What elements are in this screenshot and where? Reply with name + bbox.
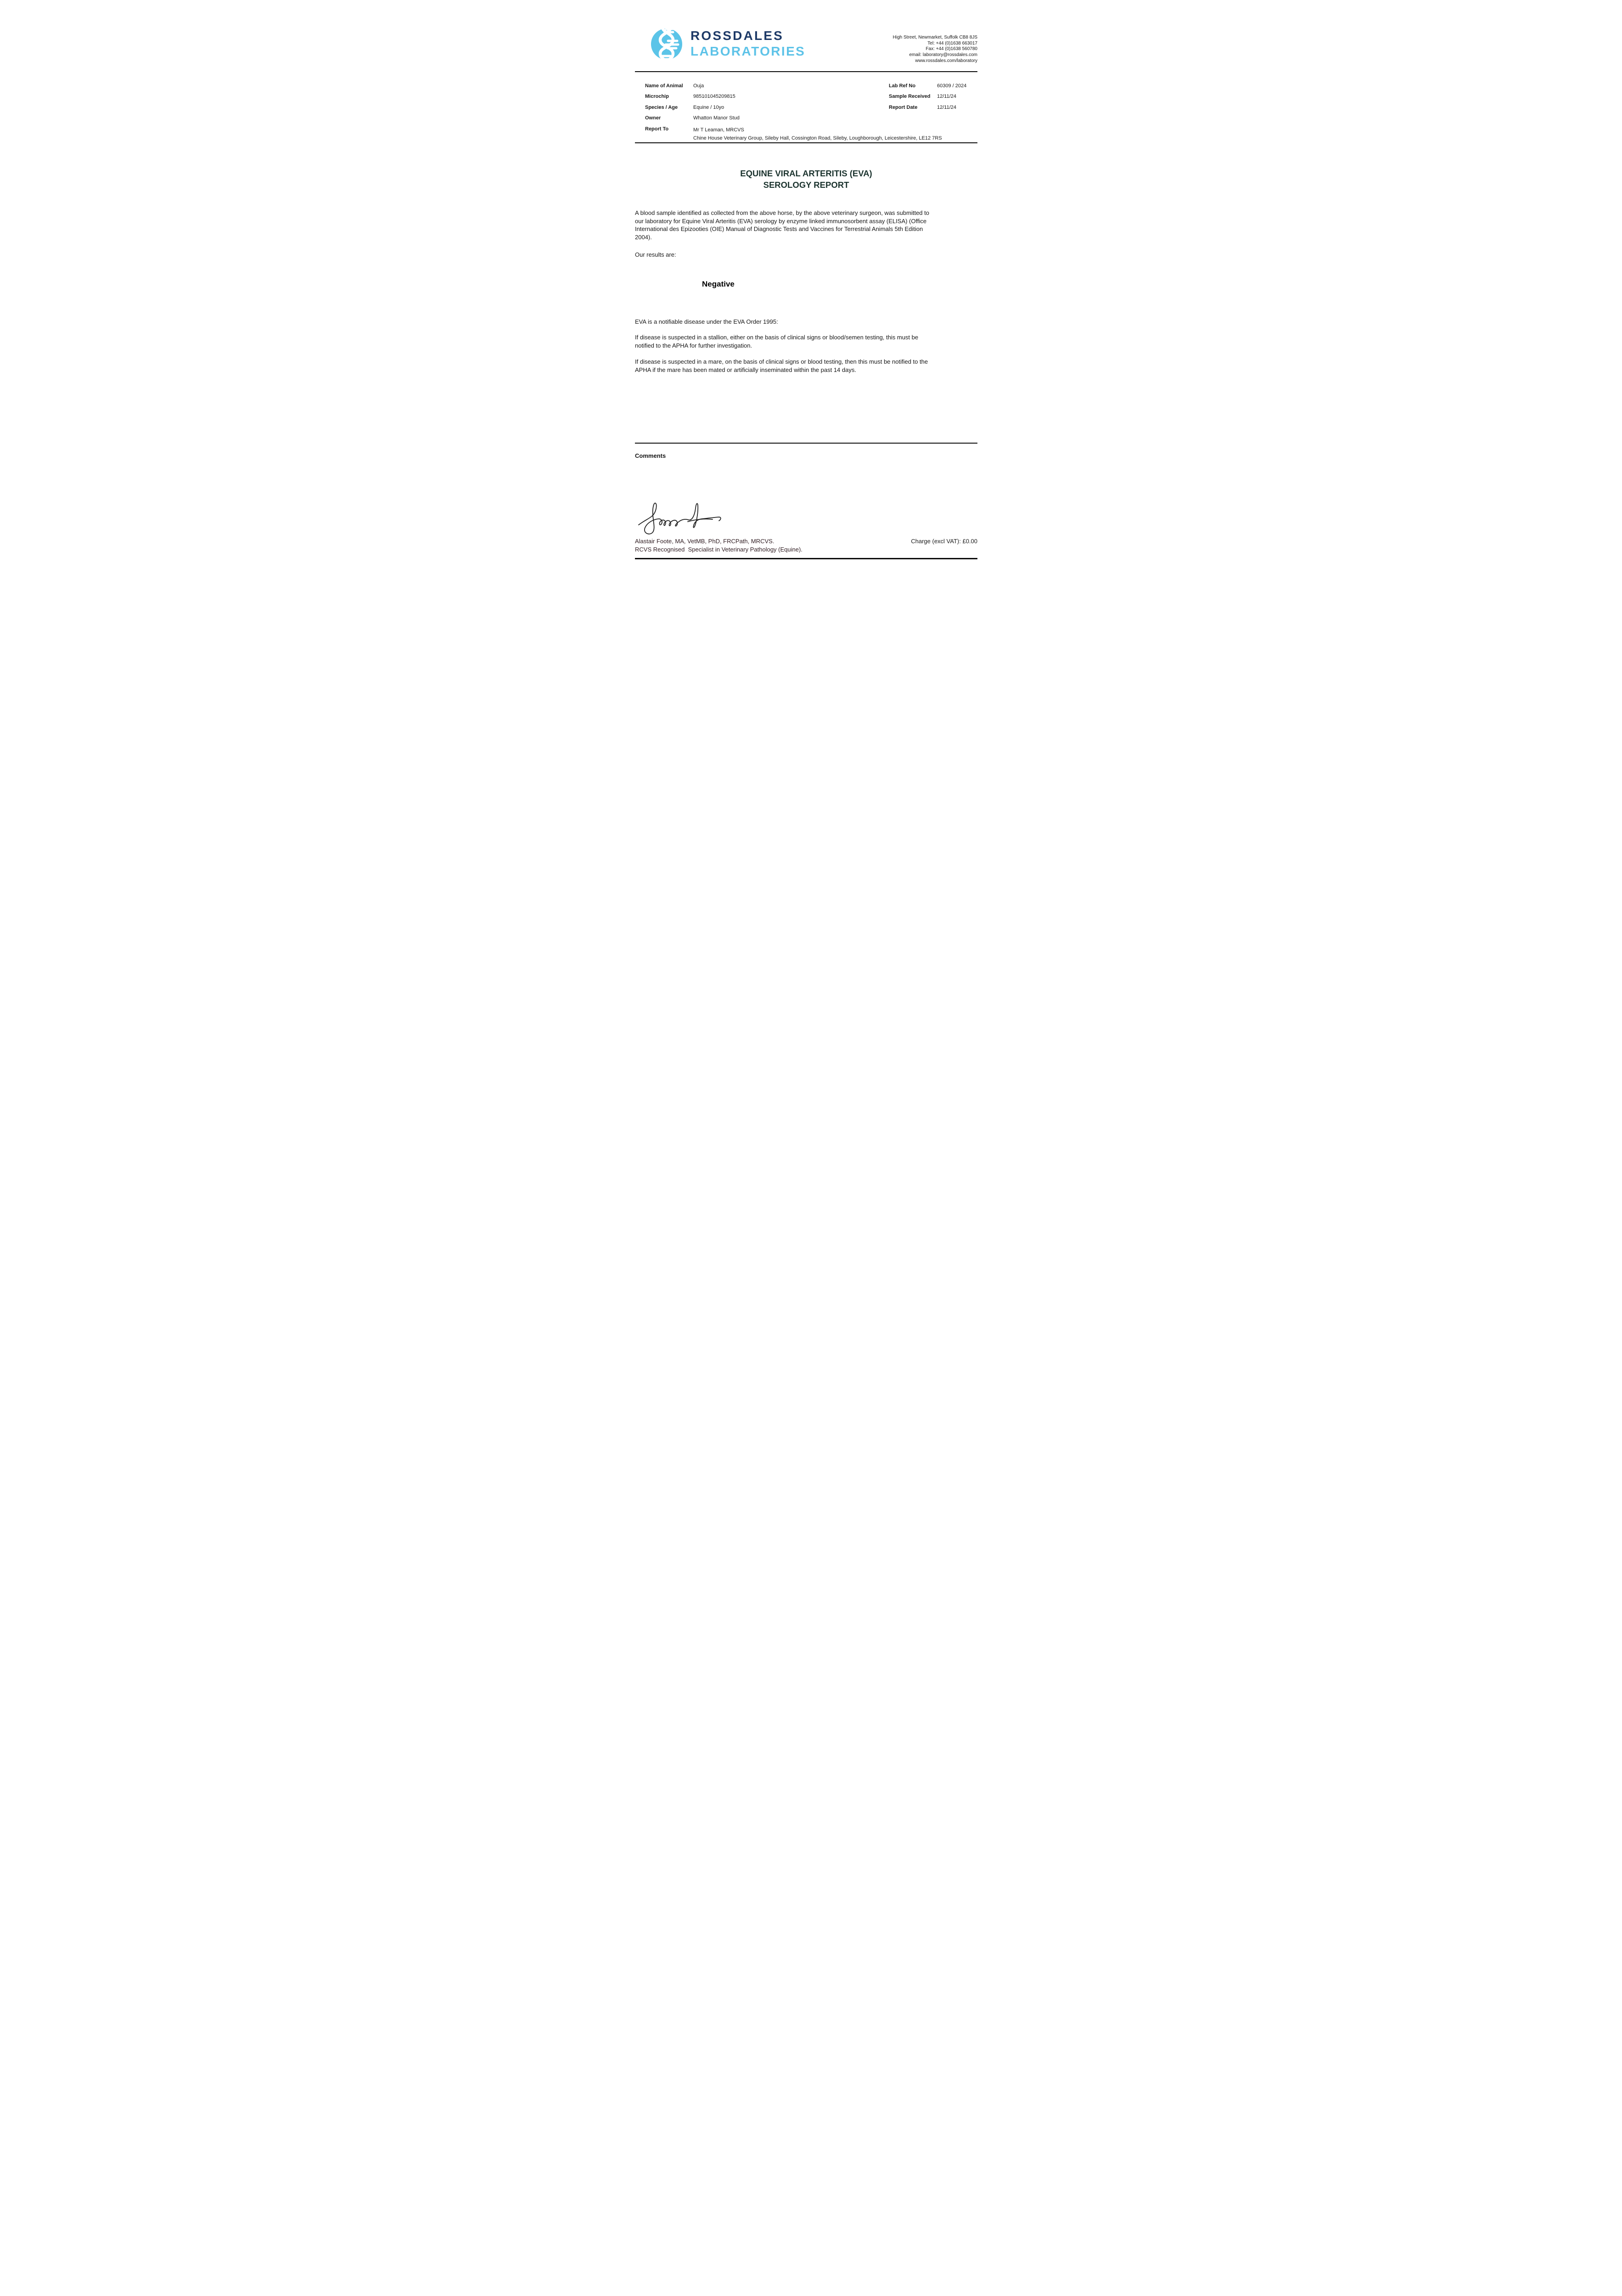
label-owner: Owner	[645, 115, 661, 121]
value-sample-received: 12/11/24	[937, 94, 957, 99]
value-name-of-animal: Ouja	[693, 83, 704, 89]
mare-line: APHA if the mare has been mated or artificially inseminated within the past 14 days.	[635, 366, 856, 373]
result-value: Negative	[702, 280, 735, 288]
value-species-age: Equine / 10yo	[693, 105, 724, 110]
report-title-line1: EQUINE VIRAL ARTERITIS (EVA)	[740, 169, 872, 178]
value-report-to	[693, 126, 942, 142]
mare-paragraph	[635, 358, 982, 374]
report-title-line2: SEROLOGY REPORT	[763, 180, 849, 190]
details-divider	[635, 142, 977, 143]
brand-name-secondary: LABORATORIES	[690, 44, 806, 58]
label-report-date: Report Date	[889, 105, 918, 110]
report-to-line1: Mr T Leaman, MRCVS	[693, 127, 744, 133]
signatory-title: RCVS Recognised Specialist in Veterinary Pathology (Equine).	[635, 546, 803, 553]
bottom-divider	[635, 558, 977, 559]
intro-line: our laboratory for Equine Viral Arteritis (EVA) serology by enzyme linked immunosorbent assay (ELISA) (Office	[635, 217, 927, 225]
mare-line: If disease is suspected in a mare, on the basis of clinical signs or blood testing, then this must be notified to the	[635, 358, 928, 365]
label-sample-received: Sample Received	[889, 94, 931, 99]
contact-fax: Fax: +44 (0)1638 560780	[926, 46, 977, 52]
brand-name: ROSSDALES	[690, 28, 784, 43]
stallion-line: If disease is suspected in a stallion, either on the basis of clinical signs or blood/semen testing, this must be	[635, 334, 919, 341]
results-label: Our results are:	[635, 251, 676, 258]
value-microchip: 985101045209815	[693, 94, 735, 99]
intro-line: International des Epizooties (OIE) Manual of Diagnostic Tests and Vaccines for Terrestrial Animals 5th Edition	[635, 225, 923, 232]
dna-logo-icon	[650, 26, 684, 62]
label-microchip: Microchip	[645, 94, 669, 99]
signatory-name: Alastair Foote, MA, VetMB, PhD, FRCPath, MRCVS.	[635, 538, 775, 545]
stallion-paragraph	[635, 333, 982, 349]
lab-report-page	[608, 0, 1014, 574]
label-lab-ref-no: Lab Ref No	[889, 83, 916, 89]
intro-paragraph	[635, 209, 982, 241]
intro-line: 2004).	[635, 233, 652, 241]
value-owner: Whatton Manor Stud	[693, 115, 740, 121]
stallion-line: notified to the APHA for further investigation.	[635, 342, 752, 349]
comments-divider	[635, 443, 977, 444]
contact-address: High Street, Newmarket, Suffolk CB8 8JS	[892, 35, 977, 40]
report-title	[635, 168, 977, 191]
value-report-date: 12/11/24	[937, 105, 957, 110]
intro-line: A blood sample identified as collected from the above horse, by the above veterinary surgeon, was submitted to	[635, 209, 929, 216]
contact-email: email: laboratory@rossdales.com	[909, 52, 977, 58]
contact-tel: Tel: +44 (0)1638 663017	[927, 40, 977, 46]
comments-label: Comments	[635, 452, 666, 459]
notifiable-line: EVA is a notifiable disease under the EVA Order 1995:	[635, 318, 778, 325]
label-species-age: Species / Age	[645, 105, 678, 110]
header-divider	[635, 71, 977, 72]
contact-block	[801, 35, 977, 64]
label-name-of-animal: Name of Animal	[645, 83, 683, 89]
charge-line: Charge (excl VAT): £0.00	[911, 538, 977, 545]
signature	[636, 501, 724, 537]
report-to-line2: Chine House Veterinary Group, Sileby Hall, Cossington Road, Sileby, Loughborough, Leicestershire, LE12 7RS	[693, 135, 942, 141]
contact-web: www.rossdales.com/laboratory	[915, 58, 977, 63]
label-report-to: Report To	[645, 126, 669, 132]
value-lab-ref-no: 60309 / 2024	[937, 83, 967, 89]
